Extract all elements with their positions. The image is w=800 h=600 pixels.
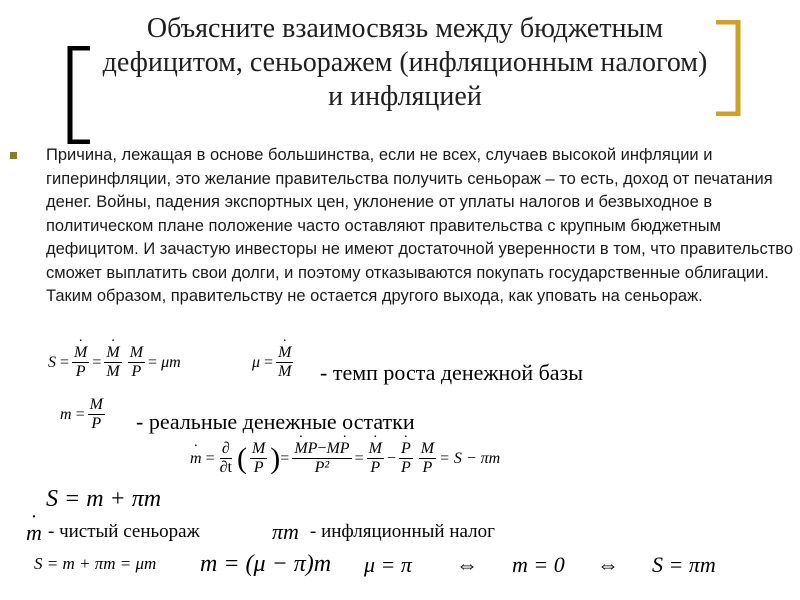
formula-condition-mdot-zero: m = 0	[512, 552, 565, 577]
formula-seigniorage-sum: S = m + πm	[46, 486, 162, 512]
formula-bottom-left: S = m + πm = μm	[34, 554, 157, 573]
symbol-m-dot: ˙ m	[26, 520, 42, 546]
left-bracket	[64, 46, 94, 144]
formula-condition-s-pim: S = πm	[652, 552, 716, 577]
formula-real-balances: m = $\frac{M}{P}$	[60, 396, 103, 432]
slide-title: Объясните взаимосвязь между бюджетным дефицитом, сеньоражем (инфляционным налогом) и инфляцией	[102, 13, 708, 112]
formula-bottom-mid: m = (μ − π)m	[200, 551, 332, 577]
formula-real-balances-derivative: ˙ m = $\frac{\partial}{\partial t}$ ( $\frac{M}{P}$ ) = ˙ $\frac{MP-M˙ P}{\text{P²}}$ = ˙ $\frac{M}{P}$ − ˙ $\frac{P}{P}$ $\frac{M}{P}$ = S − πm	[190, 440, 500, 477]
equivalence-arrow-1: ⇔	[456, 552, 478, 577]
formula-money-base-growth: μ = ˙ $\frac{M}{M}$	[252, 344, 296, 381]
equivalence-arrow-2: ⇔	[597, 552, 619, 577]
formula-seigniorage-definition: S = ˙ $\frac{M}{P}$ = ˙ $\frac{M}{M}$ $\frac{M}{P}$ = μm	[48, 344, 181, 381]
bullet-marker	[10, 152, 17, 159]
body-paragraph: Причина, лежащая в основе большинства, если не всех, случаев высокой инфляции и гиперинфляции, это желание правительства получить сеньораж – то есть, доход от печатания денег. Войны, падения экспортных цен, уклонение от уплаты налогов и безвыходное в политическом плане положение часто оставляют правительства с крупным бюджетным дефицитом. И зачастую инвесторы не имеют достаточной уверенности в том, что правительство сможет выплатить свои долги, и поэтому отказываются покупать государственные облигации. Таким образом, правительству не остается другого выхода, как уповать на сеньораж.	[46, 146, 794, 305]
label-money-base-growth: - темп роста денежной базы	[320, 360, 584, 385]
formula-condition-mu-pi: μ = π	[364, 552, 412, 577]
label-net-seigniorage: - чистый сеньораж	[48, 521, 200, 542]
right-bracket	[712, 20, 742, 116]
symbol-pi-m: πm	[272, 519, 299, 544]
label-inflation-tax: - инфляционный налог	[310, 521, 495, 542]
label-real-balances: - реальные денежные остатки	[136, 409, 415, 434]
